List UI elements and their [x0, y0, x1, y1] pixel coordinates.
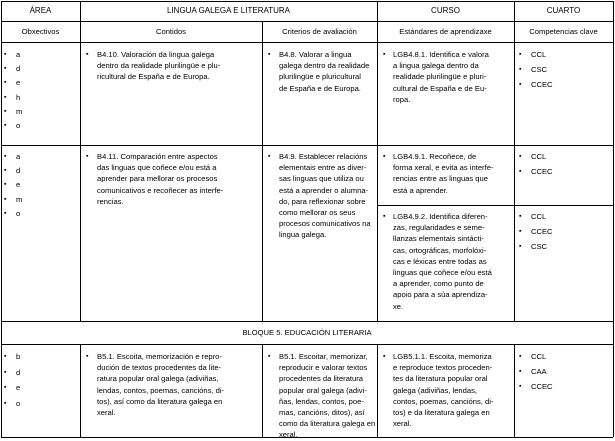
standard-text: llanzas elementais sintácti-	[393, 234, 484, 244]
block-separator	[1, 321, 613, 322]
content-text: tos), así como da literatura galega en	[97, 396, 223, 406]
bullet-icon: ▪	[383, 213, 386, 220]
criteria-text: como da literatura galega en	[279, 419, 376, 429]
content-text: dentro da realidade plurilingüe e plu-	[97, 61, 221, 71]
col-competences: Competencias clave	[529, 27, 598, 36]
competence-code: CCEC	[531, 227, 553, 237]
bullet-icon: ▪	[4, 93, 7, 101]
competence-code: CAA	[531, 367, 547, 377]
content-text: ricultural de España e de Europa.	[97, 72, 210, 82]
objective-code: d	[16, 367, 21, 377]
criteria-text: como mellorar os seus	[279, 208, 356, 217]
content-text: lendas, contos, poemas, cancións, di-	[97, 385, 225, 395]
standard-text: linguas que coñece e/ou está	[393, 268, 492, 277]
bullet-icon: ▪	[4, 368, 7, 376]
bullet-icon: ▪	[519, 168, 522, 176]
competence-code: CCL	[531, 50, 547, 59]
criteria-text: B5.1. Escoitar, memorizar,	[279, 352, 368, 361]
standard-text: cultural de España e de Eu-	[393, 83, 487, 93]
objective-code: b	[16, 352, 21, 361]
bullet-icon: ▪	[4, 353, 7, 360]
block-title-rule	[1, 344, 613, 345]
bullet-icon: ▪	[268, 353, 271, 360]
bullet-icon: ▪	[4, 65, 7, 73]
content-text: B5.1. Escoita, memorización e repro-	[97, 352, 222, 361]
standard-text: a aprender, como punto de	[393, 279, 484, 289]
criteria-text: procesos comunicativos na	[279, 219, 371, 229]
standard-text: LGB4.9.1. Recoñece, de	[393, 152, 477, 161]
bullet-icon: ▪	[268, 51, 271, 58]
objective-code: e	[16, 78, 21, 88]
standard-text: cas e léxicas entre todas as	[393, 256, 487, 266]
criteria-text: sas linguas que utiliza ou	[279, 174, 364, 184]
standard-text: forma xeral, e evita as interfe-	[393, 163, 494, 173]
bullet-icon: ▪	[4, 122, 7, 129]
bullet-icon: ▪	[4, 399, 7, 407]
bullet-icon: ▪	[519, 228, 522, 236]
column-header-rule	[1, 42, 613, 43]
criteria-text: lingua galega.	[279, 230, 327, 240]
sub-row-separator	[377, 205, 613, 206]
column-rule	[377, 344, 378, 437]
bullet-icon: ▪	[519, 81, 522, 89]
objective-code: d	[16, 166, 21, 176]
bullet-icon: ▪	[383, 153, 386, 160]
bullet-icon: ▪	[4, 195, 7, 203]
bullet-icon: ▪	[519, 368, 522, 376]
objective-code: m	[16, 106, 23, 116]
standard-text: contos, poemas, cancións, di-	[393, 396, 494, 406]
content-text: ratura popular oral galega (adiviñas,	[97, 374, 219, 384]
competence-code: CCEC	[531, 167, 553, 177]
competence-code: CCEC	[531, 382, 553, 392]
standard-text: LGB4.9.2. Identifica diferen-	[393, 212, 488, 221]
criteria-text: popular oral galega (adivi-	[279, 385, 367, 395]
objective-code: e	[16, 383, 21, 392]
content-text: B4.11. Comparación entre aspectos	[97, 152, 218, 161]
criteria-text: ñas, lendas, contos, poe-	[279, 396, 364, 406]
objective-code: h	[16, 92, 21, 102]
standard-text: tos) e da literatura galega en	[393, 408, 490, 417]
row-separator	[1, 145, 613, 146]
standard-text: tes da literatura popular oral	[393, 374, 488, 384]
bullet-icon: ▪	[519, 383, 522, 391]
criteria-text: do, para reflexionar sobre	[279, 196, 366, 206]
competence-code: CSC	[531, 65, 548, 75]
bullet-icon: ▪	[519, 353, 522, 360]
criteria-text: procedentes da literatura	[279, 374, 364, 384]
standard-text: LGB4.8.1. Identifica e valora	[393, 50, 489, 59]
objective-code: d	[16, 64, 21, 74]
standard-text: apoio para a súa aprendiza-	[393, 290, 488, 300]
column-rule	[377, 1, 378, 321]
competence-code: CSC	[531, 242, 548, 252]
column-rule	[514, 344, 515, 437]
content-text: rencias.	[97, 196, 124, 206]
competence-code: CCL	[531, 212, 547, 221]
col-contents: Contidos	[156, 27, 186, 36]
content-text: B4.10. Valoración da lingua galega	[97, 50, 215, 59]
column-rule	[514, 1, 515, 321]
standard-text: rencias entre as linguas que	[393, 174, 488, 184]
criteria-text: de España e de Europa.	[279, 83, 361, 93]
criteria-text: B4.9. Establecer relacións	[279, 152, 368, 161]
bullet-icon: ▪	[519, 153, 522, 160]
standard-text: LGB5.1.1. Escoita, memoriza	[393, 352, 492, 361]
bullet-icon: ▪	[519, 243, 522, 251]
bullet-icon: ▪	[4, 181, 7, 189]
bullet-icon: ▪	[519, 51, 522, 58]
col-criteria: Criterios de avaliación	[282, 27, 357, 36]
column-rule	[80, 344, 81, 437]
bullet-icon: ▪	[4, 51, 7, 58]
course-label: CURSO	[431, 6, 460, 15]
bullet-icon: ▪	[4, 79, 7, 87]
criteria-text: B4.8. Valorar a lingua	[279, 50, 352, 59]
standard-text: galega (adiviñas, lendas,	[393, 385, 478, 395]
top-rule	[1, 1, 613, 2]
criteria-text: elementais entre as diver-	[279, 163, 367, 173]
bullet-icon: ▪	[86, 353, 89, 360]
column-rule	[80, 1, 81, 321]
column-rule	[262, 21, 263, 321]
content-text: comunicativos e recoñecer as interfe-	[97, 185, 224, 195]
bullet-icon: ▪	[4, 107, 7, 115]
content-text: dución de textos procedentes da lite-	[97, 363, 222, 373]
objective-code: o	[16, 398, 21, 408]
competence-code: CCL	[531, 352, 547, 361]
content-text: aprender para mellorar os procesos	[97, 174, 218, 184]
objective-code: o	[16, 121, 21, 130]
criteria-text: mas, cancións, ditos), así	[279, 408, 365, 417]
area-header: ÁREA	[29, 6, 52, 15]
competence-code: CCEC	[531, 80, 553, 90]
standard-text: xe.	[393, 301, 404, 311]
bullet-icon: ▪	[519, 66, 522, 74]
bullet-icon: ▪	[519, 213, 522, 220]
standard-text: ropa.	[393, 94, 411, 104]
standard-text: cas, ortográficas, morfolóxi-	[393, 245, 487, 255]
content-text: xeral.	[97, 408, 116, 417]
bottom-rule	[1, 437, 613, 438]
bullet-icon: ▪	[86, 153, 89, 160]
bullet-icon: ▪	[383, 353, 386, 360]
criteria-text: galega dentro da realidade	[279, 61, 370, 71]
content-text: das linguas que coñece e/ou está a	[97, 163, 217, 173]
criteria-text: plurilingüe e pluricultural	[279, 72, 361, 82]
standard-text: realidade plurilingüe e pluri-	[393, 72, 487, 82]
objective-code: a	[16, 152, 21, 161]
standard-text: e reproduce textos proceden-	[393, 363, 493, 373]
bullet-icon: ▪	[383, 51, 386, 58]
standard-text: está a aprender.	[393, 185, 448, 195]
bullet-icon: ▪	[4, 384, 7, 391]
standard-text: a lingua galega dentro da	[393, 61, 479, 71]
criteria-text: reproducir e valorar textos	[279, 363, 368, 373]
block-title: BLOQUE 5. EDUCACIÓN LITERARIA	[242, 328, 372, 337]
subject-title: LINGUA GALEGA E LITERATURA	[167, 6, 290, 15]
standard-text: xeral.	[393, 419, 412, 429]
bullet-icon: ▪	[86, 51, 89, 58]
col-objectives: Obxectivos	[21, 27, 60, 36]
objective-code: m	[16, 194, 23, 204]
bullet-icon: ▪	[4, 167, 7, 175]
competence-code: CCL	[531, 152, 547, 161]
bullet-icon: ▪	[4, 209, 7, 217]
left-rule	[1, 1, 2, 437]
objective-code: a	[16, 50, 21, 59]
col-standards: Estándares de aprendizaxe	[399, 27, 492, 36]
course-value: CUARTO	[546, 6, 581, 15]
bullet-icon: ▪	[268, 153, 271, 160]
standard-text: zas, regularidades e seme-	[393, 223, 485, 233]
right-rule	[613, 1, 614, 437]
bullet-icon: ▪	[4, 153, 7, 160]
objective-code: o	[16, 208, 21, 218]
criteria-text: xeral.	[279, 430, 298, 440]
header-rule	[1, 21, 613, 22]
column-rule	[262, 344, 263, 437]
objective-code: e	[16, 180, 21, 190]
criteria-text: está a aprender o alumna-	[279, 185, 369, 195]
